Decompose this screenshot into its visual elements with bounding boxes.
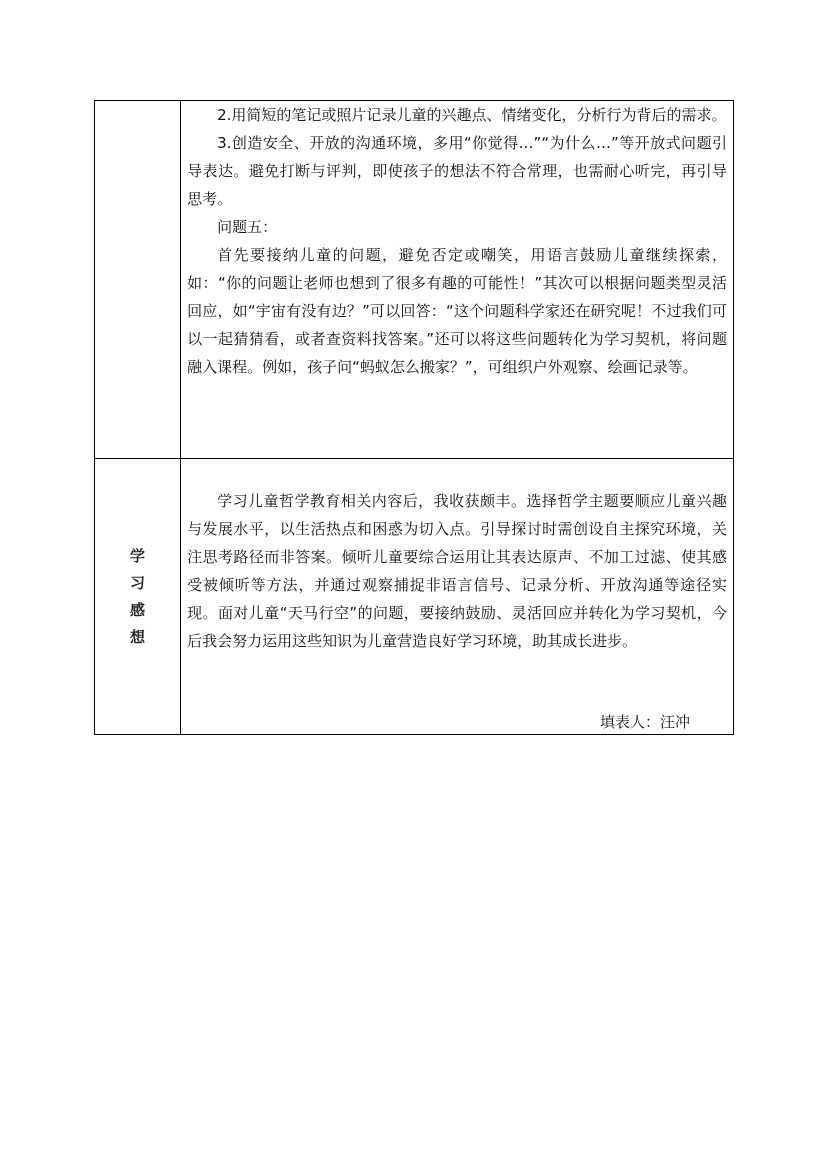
- label-char: 想: [130, 627, 146, 646]
- paragraph: 2.用简短的笔记或照片记录儿童的兴趣点、情绪变化，分析行为背后的需求。: [217, 106, 727, 124]
- label-char: 习: [130, 573, 146, 592]
- reflection-content-cell: [181, 459, 734, 735]
- answer-content-cell: [181, 101, 734, 459]
- row-label-cell: [95, 459, 181, 735]
- table-row: [95, 459, 734, 735]
- question-heading: 问题五：: [217, 218, 278, 236]
- row-label-cell-empty: [95, 101, 181, 459]
- paragraph: 3.创造安全、开放的沟通环境，多用“你觉得…”“为什么…”等开放式问题引导表达。避免打断与评判，即使孩子的想法不符合常理，也需耐心听完，再引导思考。: [187, 134, 727, 208]
- paragraph: 首先要接纳儿童的问题，避免否定或嘲笑，用语言鼓励儿童继续探索，如：“你的问题让老师也想到了很多有趣的可能性！”其次可以根据问题类型灵活回应，如“宇宙有没有边？”可以回答：“这个问题科学家还在研究呢！不过我们可以一起猜猜看，或者查资料找答案。”还可以将这些问题转化为学习契机，将问题融入课程。例如，孩子问“蚂蚁怎么搬家？”，可组织户外观察、绘画记录等。: [187, 246, 727, 376]
- table-row: [95, 101, 734, 459]
- paragraph: 学习儿童哲学教育相关内容后，我收获颇丰。选择哲学主题要顺应儿童兴趣与发展水平，以生活热点和困惑为切入点。引导探讨时需创设自主探究环境，关注思考路径而非答案。倾听儿童要综合运用让其表达原声、不加工过滤、使其感受被倾听等方法，并通过观察捕捉非语言信号、记录分析、开放沟通等途径实现。面对儿童“天马行空”的问题，要接纳鼓励、灵活回应并转化为学习契机，今后我会努力运用这些知识为儿童营造良好学习环境，助其成长进步。: [187, 492, 727, 650]
- reflection-label: [130, 543, 145, 651]
- signature-line: 填表人：汪冲: [600, 713, 691, 731]
- label-char: 感: [130, 600, 146, 619]
- label-char: 学: [130, 546, 146, 565]
- record-table: [94, 100, 734, 735]
